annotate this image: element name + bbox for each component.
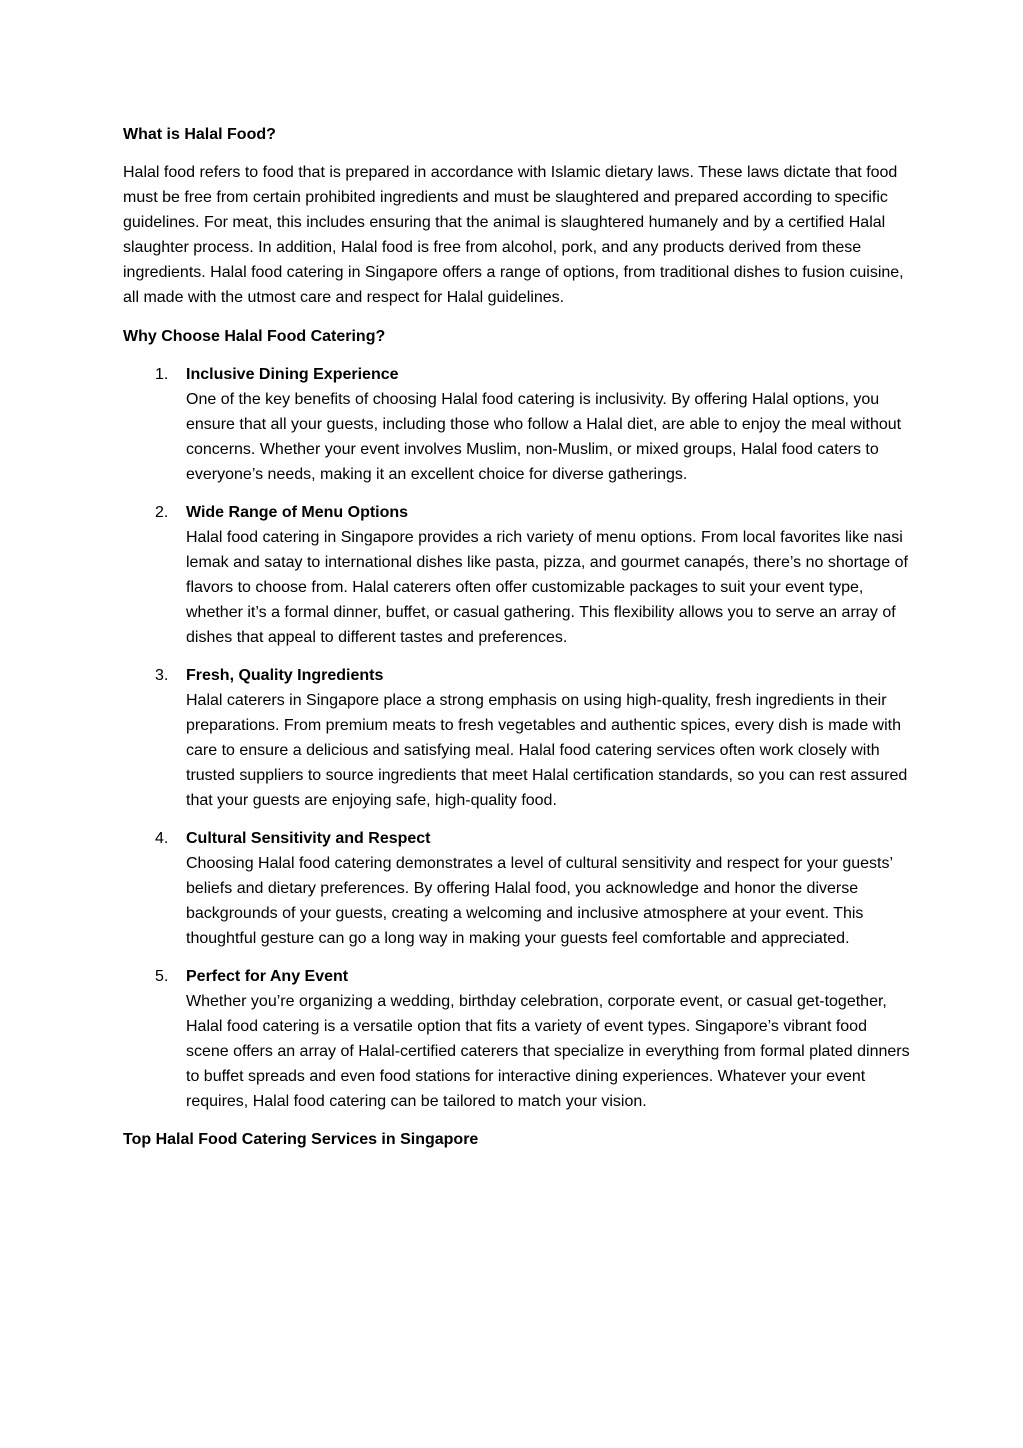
list-item [123,500,913,650]
list-item-body: Whether you’re organizing a wedding, birthday celebration, corporate event, or casual get-together, Halal food catering is a versatile option that fits a variety of event types. Singapore’s vibrant food scene offers an array of Halal-certified caterers that specialize in everything from formal plated dinners to buffet spreads and even food stations for interactive dining experiences. Whatever your event requires, Halal food catering can be tailored to match your vision. [186,993,910,1110]
list-item-body: Choosing Halal food catering demonstrates a level of cultural sensitivity and respect for your guests’ beliefs and dietary preferences. By offering Halal food, you acknowledge and honor the diverse backgrounds of your guests, creating a welcoming and inclusive atmosphere at your event. This thoughtful gesture can go a long way in making your guests feel comfortable and appreciated. [186,855,893,947]
heading-top-halal-catering-services: Top Halal Food Catering Services in Singapore [123,1131,479,1148]
list-item-title: Cultural Sensitivity and Respect [186,830,431,847]
list-item [123,663,913,813]
list-item-number: 2. [155,504,169,521]
list-item-title: Inclusive Dining Experience [186,366,399,383]
heading-what-is-halal-food: What is Halal Food? [123,126,276,143]
list-item-title: Wide Range of Menu Options [186,504,409,521]
list-item-number: 3. [155,667,169,684]
list-item [123,964,913,1114]
list-item-body: One of the key benefits of choosing Halal food catering is inclusivity. By offering Halal options, you ensure that all your guests, including those who follow a Halal diet, are able to enjoy the meal without concerns. Whether your event involves Muslim, non-Muslim, or mixed groups, Halal food caters to everyone’s needs, making it an excellent choice for diverse gatherings. [186,391,902,483]
list-item-number: 5. [155,968,169,985]
list-item-body: Halal caterers in Singapore place a strong emphasis on using high-quality, fresh ingredients in their preparations. From premium meats to fresh vegetables and authentic spices, every dish is made with care to ensure a delicious and satisfying meal. Halal food catering services often work closely with trusted suppliers to source ingredients that meet Halal certification standards, so you can rest assured that your guests are enjoying safe, high-quality food. [186,692,908,809]
heading-why-choose-halal: Why Choose Halal Food Catering? [123,328,386,345]
document-page [123,122,913,1152]
paragraph-halal-definition: Halal food refers to food that is prepared in accordance with Islamic dietary laws. These laws dictate that food must be free from certain prohibited ingredients and must be slaughtered and prepared according to specific guidelines. For meat, this includes ensuring that the animal is slaughtered humanely and by a certified Halal slaughter process. In addition, Halal food is free from alcohol, pork, and any products derived from these ingredients. Halal food catering in Singapore offers a range of options, from traditional dishes to fusion cuisine, all made with the utmost care and respect for Halal guidelines. [123,164,904,306]
reasons-list [123,362,913,1114]
list-item [123,362,913,487]
list-item-number: 4. [155,830,169,847]
list-item-title: Fresh, Quality Ingredients [186,667,384,684]
list-item [123,826,913,951]
list-item-body: Halal food catering in Singapore provides a rich variety of menu options. From local favorites like nasi lemak and satay to international dishes like pasta, pizza, and gourmet canapés, there’s no shortage of flavors to choose from. Halal caterers often offer customizable packages to suit your event type, whether it’s a formal dinner, buffet, or casual gathering. This flexibility allows you to serve an array of dishes that appeal to different tastes and preferences. [186,529,908,646]
list-item-title: Perfect for Any Event [186,968,349,985]
list-item-number: 1. [155,366,169,383]
